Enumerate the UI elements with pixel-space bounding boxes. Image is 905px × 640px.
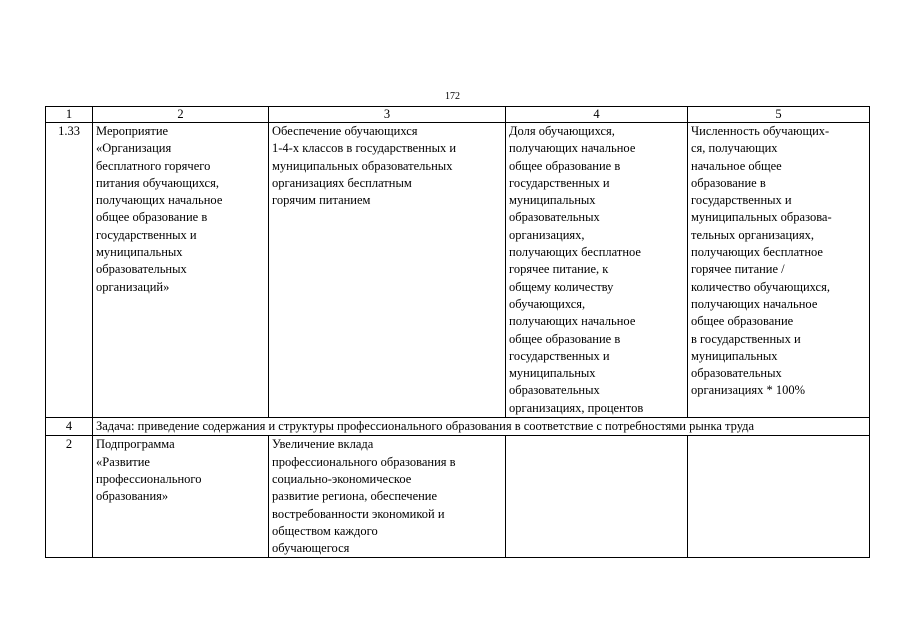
subprogram-name: Подпрограмма «Развитие профессионального образования» <box>96 437 202 504</box>
task-text-cell <box>93 418 870 436</box>
table-row-task <box>46 418 870 436</box>
subprogram-goal-cell <box>269 436 506 558</box>
row-number-cell <box>46 123 93 418</box>
header-cell-5: 5 <box>688 107 870 123</box>
formula-text: Численность обучающих- ся, получающих начальное общее образование в государственных и муниципальных образова- тельных организациях, получающих бесплатное горячее питание / количество обучающихся, получающих начальное общее образование в государственных и муниципальных образовательных организациях * 100% <box>691 124 832 398</box>
measure-name: Мероприятие «Организация бесплатного горячего питания обучающихся, получающих начальное общее образование в государственных и муниципальных образовательных организаций» <box>96 124 223 294</box>
task-text: Задача: приведение содержания и структуры профессионального образования в соответствие с потребностями рынка труда <box>96 419 755 434</box>
subprogram-number-cell <box>46 436 93 558</box>
subprogram-name-cell <box>93 436 269 558</box>
row-number: 1.33 <box>58 124 80 138</box>
table-header-row <box>46 107 870 123</box>
header-cell-3: 3 <box>269 107 506 123</box>
table-row-1-33 <box>46 123 870 418</box>
document-table <box>45 106 870 558</box>
indicator-text: Доля обучающихся, получающих начальное общее образование в государственных и муниципальных образовательных организациях, получающих бесплатное горячее питание, к общему количеству обучающихся, получающих начальное общее образование в государственных и муниципальных образовательных организациях, процентов <box>509 124 644 415</box>
indicator-cell <box>506 123 688 418</box>
measure-name-cell <box>93 123 269 418</box>
formula-cell <box>688 123 870 418</box>
header-cell-4: 4 <box>506 107 688 123</box>
header-cell-1: 1 <box>46 107 93 123</box>
subprogram-indicator-cell <box>506 436 688 558</box>
subprogram-formula-cell <box>688 436 870 558</box>
task-number: 4 <box>65 419 73 434</box>
table-row-2 <box>46 436 870 558</box>
header-cell-2: 2 <box>93 107 269 123</box>
page-number: 172 <box>445 91 460 102</box>
goal-text: Обеспечение обучающихся 1-4-х классов в государственных и муниципальных образовательных организациях бесплатным горячим питанием <box>272 124 457 208</box>
goal-cell <box>269 123 506 418</box>
subprogram-number: 2 <box>65 437 73 452</box>
task-number-cell <box>46 418 93 436</box>
subprogram-goal: Увеличение вклада профессионального образования в социально-экономическое развитие региона, обеспечение востребованности экономикой и обществом каждого обучающегося <box>272 437 456 556</box>
